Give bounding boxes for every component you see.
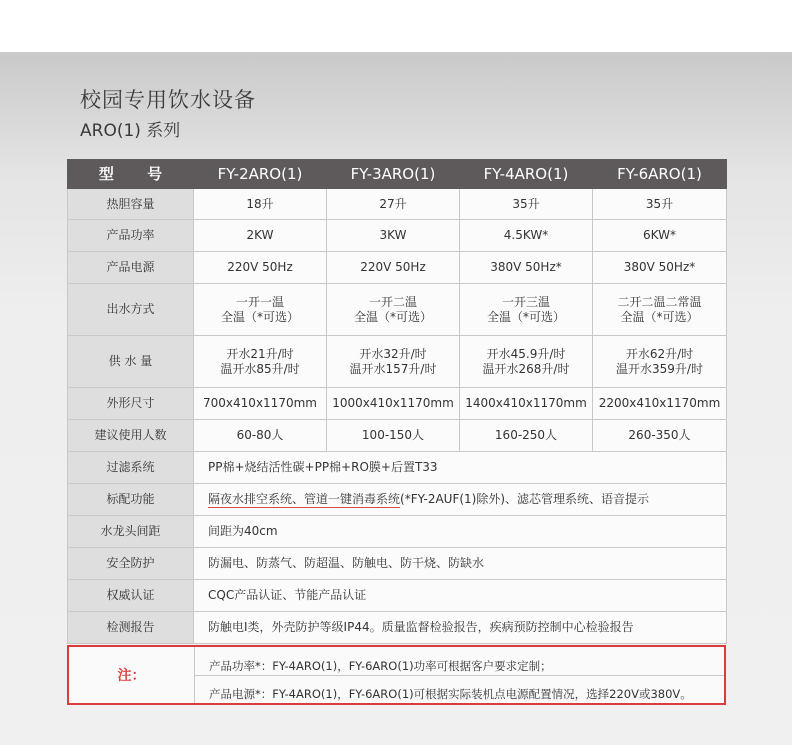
table-cell (327, 284, 460, 336)
table-cell: 220V 50Hz (327, 252, 460, 284)
row-label: 外形尺寸 (68, 388, 194, 420)
table-cell: 3KW (327, 220, 460, 252)
cell-line: 温开水268升/时 (482, 361, 570, 376)
table-cell-wide: 间距为40cm (194, 516, 727, 548)
table-cell (460, 284, 593, 336)
cell-line: 二开二温二常温 (617, 294, 702, 309)
table-row (68, 284, 727, 336)
note-line-power: 产品功率*：FY-4ARO(1)，FY-6ARO(1)功率可根据客户要求定制； (209, 659, 552, 673)
table-cell-wide: 防触电Ⅰ类，外壳防护等级IP44。质量监督检验报告，疾病预防控制中心检验报告 (194, 612, 727, 644)
table-cell: 4.5KW* (460, 220, 593, 252)
table-cell-wide (194, 484, 727, 516)
cell-line: 一开二温 (368, 294, 417, 309)
table-cell: 6KW* (593, 220, 727, 252)
row-label: 水龙头间距 (68, 516, 194, 548)
table-row (68, 420, 727, 452)
cell-line: 一开一温 (235, 294, 284, 309)
cell-line: 温开水157升/时 (349, 361, 437, 376)
cell-line: 全温（*可选） (486, 309, 565, 324)
page-subtitle: ARO(1) 系列 (80, 121, 181, 141)
cell-line: 全温（*可选） (353, 309, 432, 324)
table-cell: 2KW (194, 220, 327, 252)
cell-line: 开水62升/时 (625, 346, 694, 361)
cell-line: 全温（*可选） (220, 309, 299, 324)
table-row (68, 548, 727, 580)
table-row (68, 580, 727, 612)
table-cell: 160-250人 (460, 420, 593, 452)
row-label: 供 水 量 (68, 336, 194, 388)
row-label: 出水方式 (68, 284, 194, 336)
table-cell (327, 336, 460, 388)
table-row (68, 252, 727, 284)
header-model-4aro: FY-4ARO(1) (460, 160, 593, 189)
row-label: 权威认证 (68, 580, 194, 612)
header-model-6aro: FY-6ARO(1) (593, 160, 727, 189)
table-row (68, 612, 727, 644)
cell-line: 开水21升/时 (226, 346, 294, 361)
table-cell: 1400x410x1170mm (460, 388, 593, 420)
table-cell: 1000x410x1170mm (327, 388, 460, 420)
page-title: 校园专用饮水设备 (80, 88, 256, 112)
table-cell: 2200x410x1170mm (593, 388, 727, 420)
table-row (68, 189, 727, 220)
table-cell: 380V 50Hz* (593, 252, 727, 284)
cell-line: 一开三温 (501, 294, 550, 309)
table-cell: 380V 50Hz* (460, 252, 593, 284)
cell-line: 开水45.9升/时 (486, 346, 566, 361)
table-row (68, 484, 727, 516)
table-cell-wide: 防漏电、防蒸气、防超温、防触电、防干烧、防缺水 (194, 548, 727, 580)
cell-line: 全温（*可选） (620, 309, 699, 324)
table-row (68, 516, 727, 548)
row-label: 标配功能 (68, 484, 194, 516)
row-label: 安全防护 (68, 548, 194, 580)
cell-line: 温开水85升/时 (220, 361, 300, 376)
table-row (68, 336, 727, 388)
table-cell: 700x410x1170mm (194, 388, 327, 420)
row-label: 产品功率 (68, 220, 194, 252)
note-line-power-supply: 产品电源*：FY-4ARO(1)，FY-6ARO(1)可根据实际装机点电源配置情况，选择220V或380V。 (209, 687, 692, 701)
table-cell (460, 336, 593, 388)
table-cell: 100-150人 (327, 420, 460, 452)
table-cell: 18升 (194, 189, 327, 220)
spec-table (67, 159, 726, 644)
header-model-label: 型 号 (68, 160, 194, 189)
table-row (68, 220, 727, 252)
cell-line: 温开水359升/时 (616, 361, 703, 376)
table-cell: 260-350人 (593, 420, 727, 452)
table-row (68, 452, 727, 484)
row-label: 检测报告 (68, 612, 194, 644)
table-row (68, 388, 727, 420)
header-model-3aro: FY-3ARO(1) (327, 160, 460, 189)
table-cell: 60-80人 (194, 420, 327, 452)
row-label: 过滤系统 (68, 452, 194, 484)
feature-rest: (*FY-2AUF(1)除外)、滤芯管理系统、语音提示 (400, 492, 650, 506)
note-box (67, 645, 726, 705)
note-divider (194, 675, 724, 676)
row-label: 建议使用人数 (68, 420, 194, 452)
table-cell (593, 284, 727, 336)
table-cell: 35升 (593, 189, 727, 220)
highlighted-features: 隔夜水排空系统、管道一键消毒系统 (208, 492, 401, 506)
row-label: 热胆容量 (68, 189, 194, 220)
table-cell (194, 284, 327, 336)
table-cell-wide: PP棉+烧结活性碳+PP棉+RO膜+后置T33 (194, 452, 727, 484)
row-label: 产品电源 (68, 252, 194, 284)
table-cell (194, 336, 327, 388)
table-cell: 220V 50Hz (194, 252, 327, 284)
table-header-row (68, 160, 727, 189)
table-cell: 27升 (327, 189, 460, 220)
header-model-2aro: FY-2ARO(1) (194, 160, 327, 189)
cell-line: 开水32升/时 (359, 346, 427, 361)
table-cell-wide: CQC产品认证、节能产品认证 (194, 580, 727, 612)
table-cell (593, 336, 727, 388)
note-label: 注： (69, 647, 195, 703)
table-cell: 35升 (460, 189, 593, 220)
